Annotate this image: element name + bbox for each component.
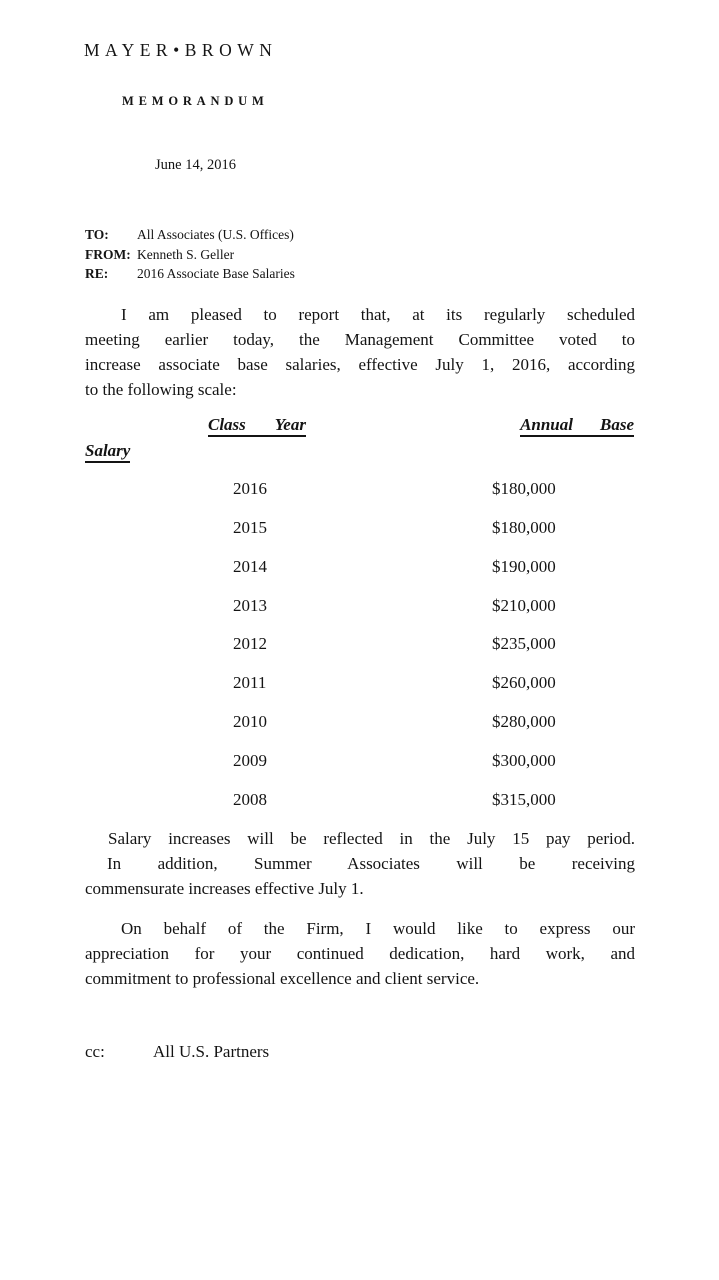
text-line: increase associate base salaries, effective July 1, 2016, according xyxy=(85,355,635,374)
meta-row-from xyxy=(85,245,635,265)
year-header-word: Year xyxy=(274,415,306,434)
salary-table-row xyxy=(85,596,635,635)
text-line: appreciation for your continued dedication, hard work, and xyxy=(85,944,635,963)
text-line: to the following scale: xyxy=(85,380,237,399)
text-line: In addition, Summer Associates will be receiving xyxy=(107,854,635,873)
to-value: All Associates (U.S. Offices) xyxy=(137,227,294,242)
salary-cell: $210,000 xyxy=(492,595,556,615)
class-header-word: Class xyxy=(208,415,246,434)
memo-meta-block xyxy=(85,225,635,284)
class-year-cell: 2012 xyxy=(233,634,267,654)
salary-table-row xyxy=(85,518,635,557)
salary-cell: $180,000 xyxy=(492,517,556,537)
text-line: On behalf of the Firm, I would like to express our xyxy=(121,919,635,938)
class-year-cell: 2015 xyxy=(233,517,267,537)
cc-label: cc: xyxy=(85,1042,105,1061)
class-year-cell: 2008 xyxy=(233,789,267,809)
class-year-cell: 2010 xyxy=(233,712,267,732)
text-line: commensurate increases effective July 1. xyxy=(85,879,364,898)
salary-cell: $260,000 xyxy=(492,673,556,693)
salary-cell: $315,000 xyxy=(492,789,556,809)
text-line: meeting earlier today, the Management Committee voted to xyxy=(85,330,635,349)
salary-cell: $180,000 xyxy=(492,479,556,498)
class-year-header xyxy=(208,415,306,437)
intro-paragraph xyxy=(85,302,635,402)
salary-table-row xyxy=(85,673,635,712)
salary-table-row xyxy=(85,712,635,751)
closing-paragraph xyxy=(85,916,635,991)
re-label: RE: xyxy=(85,266,109,281)
meta-row-re xyxy=(85,264,635,284)
meta-row-to xyxy=(85,225,635,245)
cc-line xyxy=(85,1042,269,1062)
salary-table-row xyxy=(85,751,635,790)
memo-date: June 14, 2016 xyxy=(155,157,236,173)
salary-table-row xyxy=(85,634,635,673)
salary-table xyxy=(85,479,635,829)
text-line: commitment to professional excellence and client service. xyxy=(85,969,480,988)
salary-cell: $300,000 xyxy=(492,750,556,770)
salary-table-row xyxy=(85,479,635,518)
re-value: 2016 Associate Base Salaries xyxy=(137,266,295,281)
salary-table-row xyxy=(85,557,635,596)
salary-header-wrap xyxy=(85,441,130,463)
class-year-cell: 2014 xyxy=(233,556,267,576)
class-year-cell: 2013 xyxy=(233,595,267,615)
salary-table-row xyxy=(85,790,635,829)
annual-base-header xyxy=(520,415,634,437)
base-header-word: Base xyxy=(600,415,634,434)
class-year-cell: 2011 xyxy=(233,673,267,693)
salary-table-header xyxy=(85,415,635,441)
salary-increase-paragraph xyxy=(85,826,635,901)
from-label: FROM: xyxy=(85,246,131,262)
text-line: Salary increases will be reflected in the July 15 pay period. xyxy=(108,829,635,848)
salary-header-word: Salary xyxy=(85,441,130,463)
firm-logo: MAYER•BROWN xyxy=(84,40,278,60)
annual-header-word: Annual xyxy=(520,415,573,434)
salary-cell: $190,000 xyxy=(492,556,556,576)
cc-value: All U.S. Partners xyxy=(153,1042,270,1061)
salary-cell: $280,000 xyxy=(492,712,556,732)
class-year-cell: 2016 xyxy=(233,479,267,498)
class-year-cell: 2009 xyxy=(233,750,267,770)
text-line: I am pleased to report that, at its regularly scheduled xyxy=(121,305,635,324)
to-label: TO: xyxy=(85,227,109,242)
from-value: Kenneth S. Geller xyxy=(137,246,235,262)
memo-title: MEMORANDUM xyxy=(122,94,269,108)
salary-cell: $235,000 xyxy=(492,634,556,654)
